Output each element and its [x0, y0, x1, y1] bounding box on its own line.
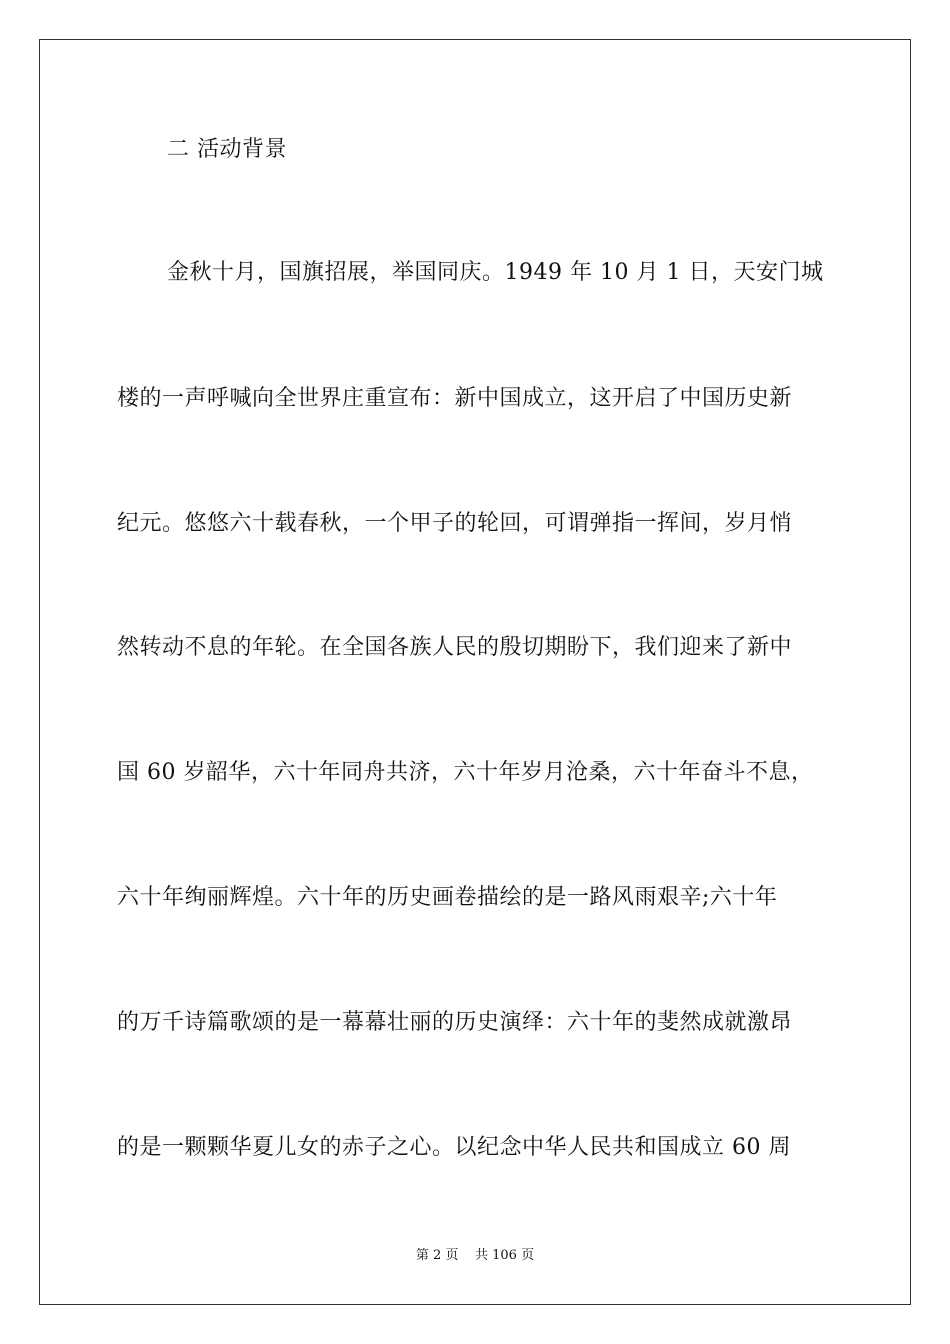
- paragraph-line-2: 楼的一声呼喊向全世界庄重宣布：新中国成立，这开启了中国历史新: [117, 386, 793, 411]
- page-total: 共 106 页: [475, 1248, 535, 1263]
- paragraph-line-1: 金秋十月，国旗招展，举国同庆。1949 年 10 月 1 日，天安门城: [167, 260, 824, 285]
- paragraph-line-5: 国 60 岁韶华，六十年同舟共济，六十年岁月沧桑，六十年奋斗不息，: [117, 760, 814, 785]
- page-number: 第 2 页: [415, 1248, 459, 1263]
- paragraph-line-7: 的万千诗篇歌颂的是一幕幕壮丽的历史演绎：六十年的斐然成就激昂: [117, 1010, 793, 1035]
- section-heading: 二 活动背景: [167, 137, 287, 162]
- page-footer: [0, 1247, 950, 1265]
- paragraph-line-3: 纪元。悠悠六十载春秋，一个甲子的轮回，可谓弹指一挥间，岁月悄: [117, 511, 793, 536]
- paragraph-line-6: 六十年绚丽辉煌。六十年的历史画卷描绘的是一路风雨艰辛;六十年: [117, 885, 778, 910]
- page-border: [39, 39, 911, 1305]
- paragraph-line-4: 然转动不息的年轮。在全国各族人民的殷切期盼下，我们迎来了新中: [117, 635, 793, 660]
- paragraph-line-8: 的是一颗颗华夏儿女的赤子之心。以纪念中华人民共和国成立 60 周: [117, 1135, 791, 1160]
